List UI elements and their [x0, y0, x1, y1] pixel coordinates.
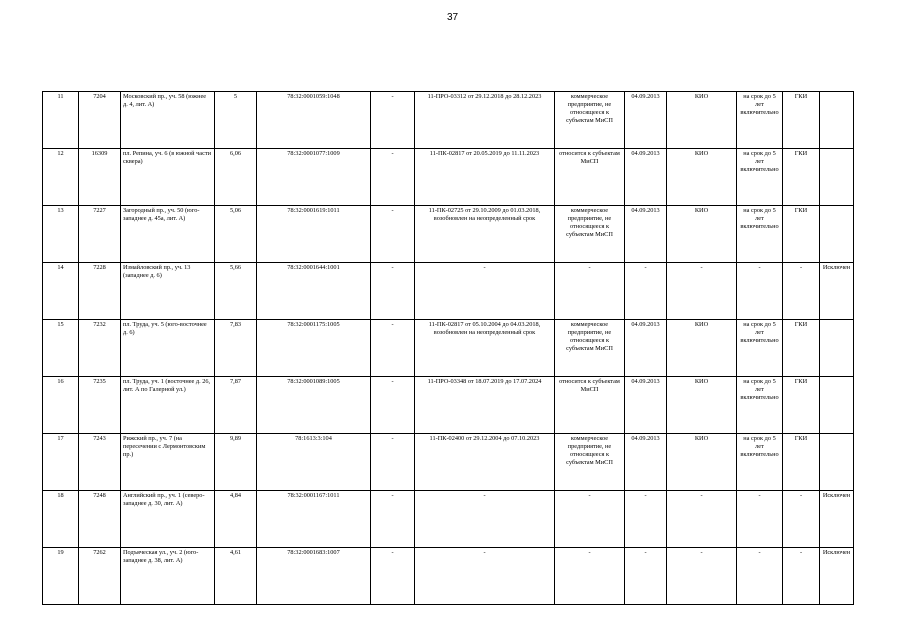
row-number-cell: 18	[43, 491, 79, 548]
contract-cell: 11-ПРО-03312 от 29.12.2018 до 28.12.2023	[415, 92, 555, 149]
row-number-cell: 17	[43, 434, 79, 491]
area-cell: 7,87	[215, 377, 257, 434]
note-cell	[820, 377, 854, 434]
address-cell: пл. Труда, уч. 1 (восточнее д. 26, лит. А по Галерной ул.)	[121, 377, 215, 434]
register-table-body	[43, 92, 854, 605]
district-cell: ГКИ	[783, 320, 820, 377]
contract-cell: 11-ПК-02817 от 20.05.2019 до 11.11.2023	[415, 149, 555, 206]
authority-cell: -	[667, 263, 737, 320]
address-cell: Рижский пр., уч. 7 (на пересечении с Лермонтовским пр.)	[121, 434, 215, 491]
authority-cell: КИО	[667, 206, 737, 263]
district-cell: -	[783, 263, 820, 320]
extra-cell: -	[371, 377, 415, 434]
cadastral-number-cell: 78:32:0001167:1011	[257, 491, 371, 548]
district-cell: ГКИ	[783, 92, 820, 149]
cadastral-number-cell: 78:32:0001644:1001	[257, 263, 371, 320]
note-cell	[820, 149, 854, 206]
object-code-cell: 7227	[79, 206, 121, 263]
contract-cell: -	[415, 491, 555, 548]
extra-cell: -	[371, 434, 415, 491]
term-cell: на срок до 5 лет включительно	[737, 434, 783, 491]
note-cell	[820, 206, 854, 263]
authority-cell: -	[667, 548, 737, 605]
page-number: 37	[446, 12, 459, 23]
note-cell	[820, 434, 854, 491]
cadastral-number-cell: 78:32:0001619:1011	[257, 206, 371, 263]
contract-cell: 11-ПК-02725 от 29.10.2009 до 01.03.2018, возобновлен на неопределенный срок	[415, 206, 555, 263]
tenant-status-cell: -	[555, 491, 625, 548]
address-cell: Подъяческая ул., уч. 2 (юго-западнее д. 38, лит. А)	[121, 548, 215, 605]
extra-cell: -	[371, 92, 415, 149]
authority-cell: КИО	[667, 320, 737, 377]
address-cell: Московский пр., уч. 58 (южнее д. 4, лит. А)	[121, 92, 215, 149]
area-cell: 5,66	[215, 263, 257, 320]
term-cell: на срок до 5 лет включительно	[737, 206, 783, 263]
date-cell: 04.09.2013	[625, 320, 667, 377]
row-number-cell: 14	[43, 263, 79, 320]
term-cell: -	[737, 548, 783, 605]
tenant-status-cell: -	[555, 263, 625, 320]
authority-cell: КИО	[667, 377, 737, 434]
area-cell: 4,61	[215, 548, 257, 605]
authority-cell: КИО	[667, 92, 737, 149]
district-cell: ГКИ	[783, 149, 820, 206]
term-cell: на срок до 5 лет включительно	[737, 92, 783, 149]
district-cell: -	[783, 491, 820, 548]
contract-cell: 11-ПК-02817 от 05.10.2004 до 04.03.2018, возобновлен на неопределенный срок	[415, 320, 555, 377]
area-cell: 7,83	[215, 320, 257, 377]
note-cell	[820, 320, 854, 377]
date-cell: -	[625, 263, 667, 320]
authority-cell: КИО	[667, 434, 737, 491]
table-row	[43, 206, 854, 263]
date-cell: 04.09.2013	[625, 149, 667, 206]
extra-cell: -	[371, 320, 415, 377]
cadastral-number-cell: 78:32:0001089:1005	[257, 377, 371, 434]
contract-cell: -	[415, 548, 555, 605]
term-cell: -	[737, 491, 783, 548]
area-cell: 5,06	[215, 206, 257, 263]
date-cell: 04.09.2013	[625, 377, 667, 434]
authority-cell: КИО	[667, 149, 737, 206]
date-cell: 04.09.2013	[625, 92, 667, 149]
area-cell: 4,84	[215, 491, 257, 548]
object-code-cell: 7248	[79, 491, 121, 548]
object-code-cell: 7228	[79, 263, 121, 320]
table-row	[43, 263, 854, 320]
cadastral-number-cell: 78:1613:3:104	[257, 434, 371, 491]
note-cell: Исключен	[820, 263, 854, 320]
row-number-cell: 15	[43, 320, 79, 377]
table-row	[43, 548, 854, 605]
object-code-cell: 7232	[79, 320, 121, 377]
contract-cell: 11-ПРО-03348 от 18.07.2019 до 17.07.2024	[415, 377, 555, 434]
address-cell: пл. Труда, уч. 5 (юго-восточнее д. 6)	[121, 320, 215, 377]
authority-cell: -	[667, 491, 737, 548]
table-row	[43, 377, 854, 434]
table-row	[43, 491, 854, 548]
tenant-status-cell: коммерческое предприятие, не относящееся к субъектам МиСП	[555, 92, 625, 149]
district-cell: ГКИ	[783, 206, 820, 263]
contract-cell: -	[415, 263, 555, 320]
extra-cell: -	[371, 548, 415, 605]
object-code-cell: 7204	[79, 92, 121, 149]
tenant-status-cell: коммерческое предприятие, не относящееся к субъектам МиСП	[555, 206, 625, 263]
cadastral-number-cell: 78:32:0001683:1007	[257, 548, 371, 605]
term-cell: на срок до 5 лет включительно	[737, 149, 783, 206]
tenant-status-cell: относится к субъектам МиСП	[555, 149, 625, 206]
extra-cell: -	[371, 149, 415, 206]
district-cell: ГКИ	[783, 434, 820, 491]
term-cell: на срок до 5 лет включительно	[737, 377, 783, 434]
address-cell: Измайловский пр., уч. 13 (западнее д. 6)	[121, 263, 215, 320]
district-cell: -	[783, 548, 820, 605]
address-cell: Английский пр., уч. 1 (северо-западнее д. 30, лит. А)	[121, 491, 215, 548]
extra-cell: -	[371, 206, 415, 263]
object-code-cell: 7235	[79, 377, 121, 434]
address-cell: пл. Репина, уч. 6 (в южной части сквера)	[121, 149, 215, 206]
term-cell: -	[737, 263, 783, 320]
cadastral-number-cell: 78:32:0001059:1048	[257, 92, 371, 149]
extra-cell: -	[371, 263, 415, 320]
tenant-status-cell: -	[555, 548, 625, 605]
extra-cell: -	[371, 491, 415, 548]
date-cell: 04.09.2013	[625, 434, 667, 491]
address-cell: Загородный пр., уч. 50 (юго-западнее д. 45а, лит. А)	[121, 206, 215, 263]
table-row	[43, 434, 854, 491]
object-code-cell: 7243	[79, 434, 121, 491]
object-code-cell: 7262	[79, 548, 121, 605]
note-cell: Исключен	[820, 491, 854, 548]
date-cell: -	[625, 548, 667, 605]
area-cell: 5	[215, 92, 257, 149]
row-number-cell: 11	[43, 92, 79, 149]
date-cell: 04.09.2013	[625, 206, 667, 263]
area-cell: 9,89	[215, 434, 257, 491]
row-number-cell: 12	[43, 149, 79, 206]
date-cell: -	[625, 491, 667, 548]
cadastral-number-cell: 78:32:0001175:1005	[257, 320, 371, 377]
cadastral-number-cell: 78:32:0001077:1009	[257, 149, 371, 206]
district-cell: ГКИ	[783, 377, 820, 434]
note-cell: Исключен	[820, 548, 854, 605]
note-cell	[820, 92, 854, 149]
term-cell: на срок до 5 лет включительно	[737, 320, 783, 377]
area-cell: 6,06	[215, 149, 257, 206]
table-row	[43, 320, 854, 377]
row-number-cell: 13	[43, 206, 79, 263]
tenant-status-cell: коммерческое предприятие, не относящееся к субъектам МиСП	[555, 320, 625, 377]
table-row	[43, 149, 854, 206]
register-table	[42, 91, 854, 605]
contract-cell: 11-ПК-02400 от 29.12.2004 до 07.10.2023	[415, 434, 555, 491]
row-number-cell: 16	[43, 377, 79, 434]
row-number-cell: 19	[43, 548, 79, 605]
object-code-cell: 16309	[79, 149, 121, 206]
tenant-status-cell: коммерческое предприятие, не относящееся к субъектам МиСП	[555, 434, 625, 491]
table-row	[43, 92, 854, 149]
tenant-status-cell: относится к субъектам МиСП	[555, 377, 625, 434]
